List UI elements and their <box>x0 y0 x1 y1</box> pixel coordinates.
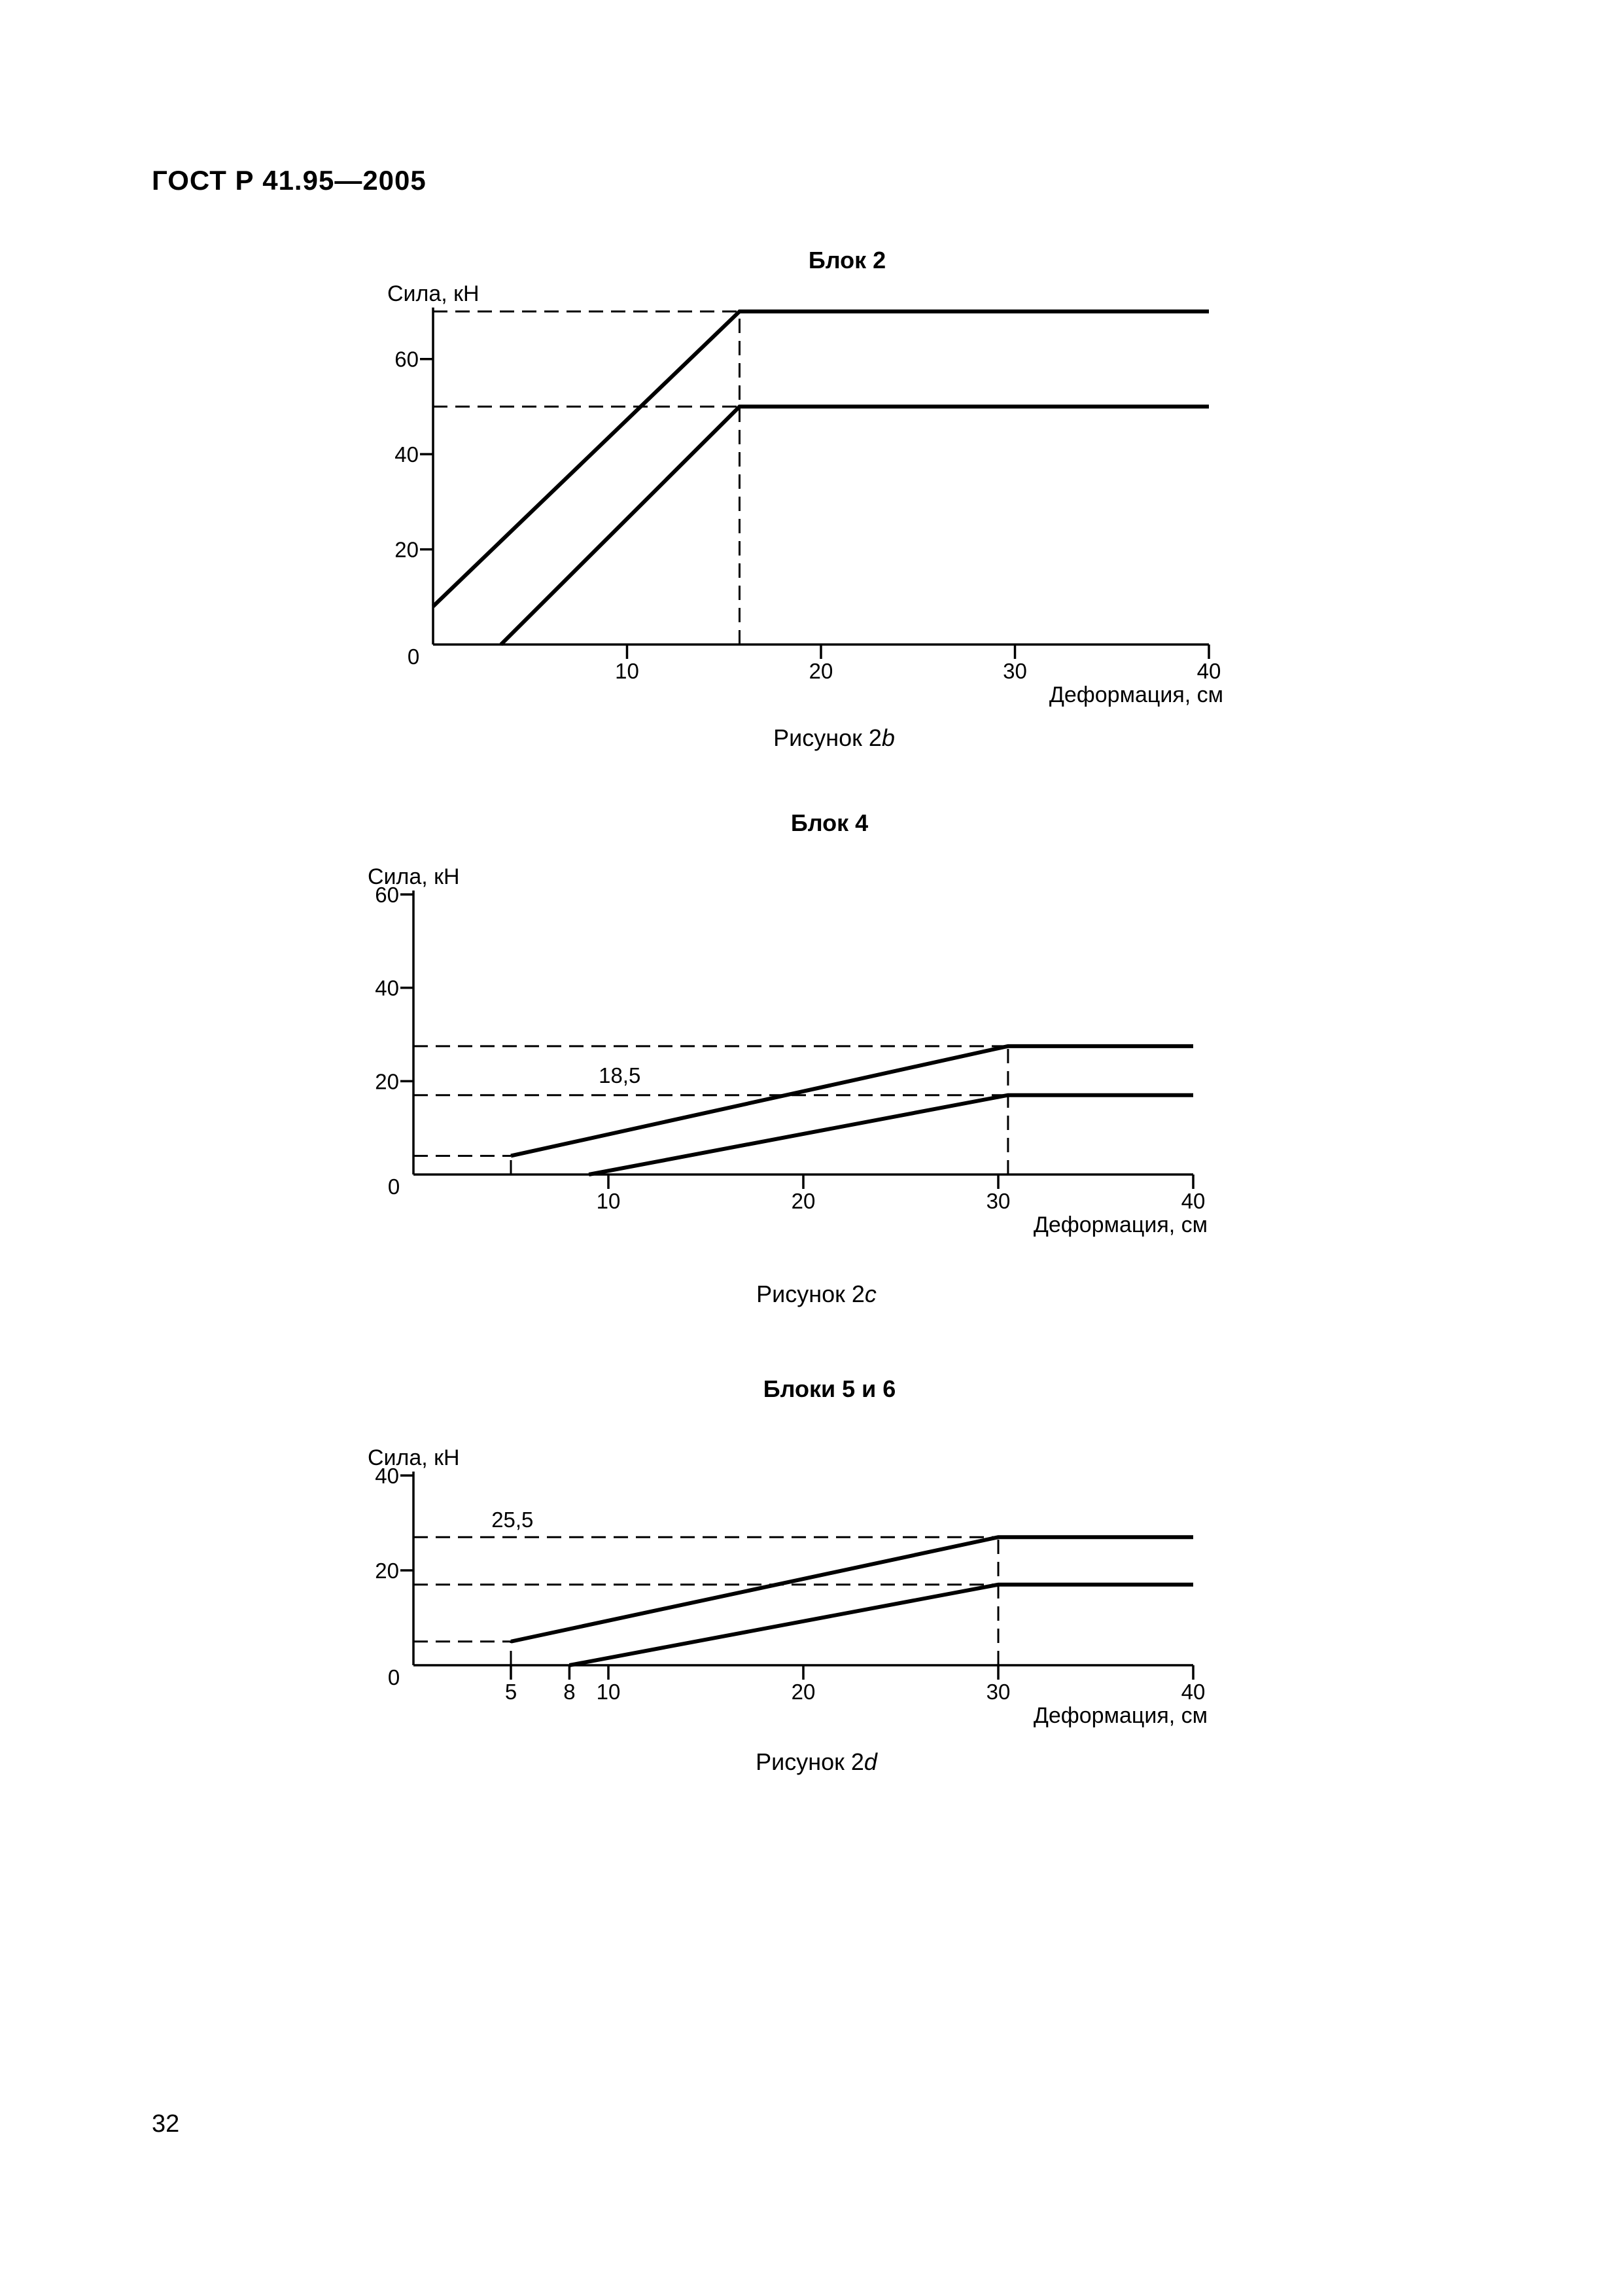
chart-title: Блок 2 <box>808 247 886 274</box>
x-tick-label: 10 <box>596 1680 621 1704</box>
y-tick-label: 60 <box>375 883 399 907</box>
y-axis-label: Сила, кН <box>387 281 480 306</box>
y-tick-label: 60 <box>394 347 419 372</box>
x-tick-label: 30 <box>986 1680 1011 1704</box>
caption-prefix: Рисунок 2 <box>756 1280 865 1307</box>
document-header: ГОСТ Р 41.95—2005 <box>152 165 427 196</box>
y-tick-label: 20 <box>375 1559 399 1583</box>
x-tick-label: 40 <box>1181 1680 1206 1704</box>
origin-label: 0 <box>407 645 420 669</box>
caption-prefix: Рисунок 2 <box>756 1748 864 1775</box>
chart-title: Блок 4 <box>790 809 869 836</box>
y-axis-label: Сила, кН <box>368 864 460 889</box>
x-tick-label: 10 <box>615 659 639 683</box>
x-tick-label: 5 <box>504 1680 517 1704</box>
value-annotation: 18,5 <box>599 1063 641 1088</box>
x-tick-label: 20 <box>791 1680 816 1704</box>
figure-caption <box>756 1748 878 1775</box>
y-tick-label: 40 <box>375 1464 399 1488</box>
y-tick-label: 20 <box>394 537 419 562</box>
x-tick-label: 8 <box>563 1680 576 1704</box>
series-line-upper <box>511 1537 1193 1642</box>
origin-label: 0 <box>387 1665 400 1689</box>
origin-label: 0 <box>387 1174 400 1199</box>
x-tick-label: 30 <box>1003 659 1027 683</box>
caption-suffix: b <box>881 724 895 751</box>
caption-suffix: c <box>864 1280 877 1307</box>
value-annotation: 25,5 <box>491 1508 534 1532</box>
x-tick-label: 10 <box>596 1189 621 1213</box>
x-tick-label: 40 <box>1196 659 1221 683</box>
page-number: 32 <box>152 2110 180 2138</box>
x-tick-label: 20 <box>791 1189 816 1213</box>
caption-suffix: d <box>864 1748 877 1775</box>
y-tick-label: 20 <box>375 1069 399 1094</box>
x-axis-label: Деформация, см <box>1033 1703 1208 1728</box>
x-tick-label: 20 <box>809 659 833 683</box>
y-tick-label: 40 <box>375 976 399 1000</box>
x-tick-label: 40 <box>1181 1189 1206 1213</box>
y-axis-label: Сила, кН <box>368 1445 460 1470</box>
chart-title: Блоки 5 и 6 <box>763 1375 896 1402</box>
x-axis-label: Деформация, см <box>1049 682 1223 707</box>
x-axis-label: Деформация, см <box>1033 1212 1208 1237</box>
caption-prefix: Рисунок 2 <box>773 724 882 751</box>
y-tick-label: 40 <box>394 442 419 467</box>
x-tick-label: 30 <box>986 1189 1011 1213</box>
series-line-lower <box>569 1585 1193 1665</box>
